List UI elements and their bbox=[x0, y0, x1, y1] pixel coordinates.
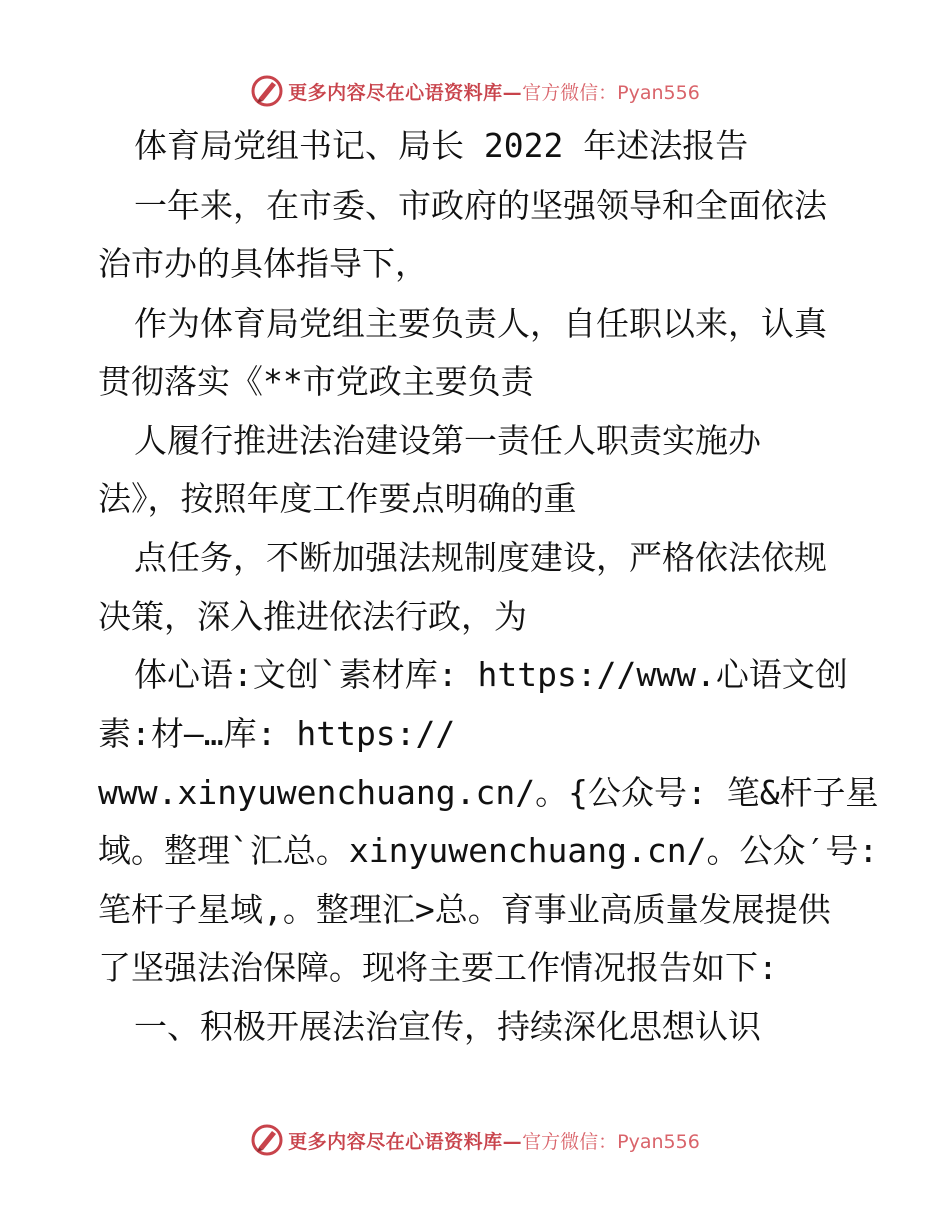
brush-logo-icon bbox=[250, 74, 284, 108]
header-banner-wechat: 官方微信：Pyan556 bbox=[522, 81, 700, 104]
paragraph-line: 了坚强法治保障。现将主要工作情况报告如下: bbox=[98, 948, 778, 987]
footer-banner bbox=[0, 1120, 950, 1160]
paragraph-line: 一年来，在市委、市政府的坚强领导和全面依法 bbox=[134, 186, 827, 225]
header-banner-text: 更多内容尽在心语资料库— bbox=[288, 81, 523, 104]
section-heading: 一、积极开展法治宣传，持续深化思想认识 bbox=[134, 1007, 761, 1046]
paragraph-line: 体心语:文创`素材库: https://www.心语文创 bbox=[134, 655, 848, 694]
footer-banner-wechat: 官方微信：Pyan556 bbox=[522, 1130, 700, 1153]
paragraph-line: 治市办的具体指导下， bbox=[98, 244, 428, 283]
paragraph-line: 域。整理`汇总。xinyuwenchuang.cn/。公众′号: bbox=[98, 831, 879, 870]
paragraph-line: www.xinyuwenchuang.cn/。{公众号: 笔&杆子星 bbox=[98, 773, 879, 812]
paragraph-line: 决策，深入推进依法行政，为 bbox=[98, 597, 527, 636]
paragraph-line: 作为体育局党组主要负责人，自任职以来，认真 bbox=[134, 304, 827, 343]
paragraph-line: 点任务，不断加强法规制度建设，严格依法依规 bbox=[134, 538, 827, 577]
paragraph-line: 贯彻落实《**市党政主要负责 bbox=[98, 362, 534, 401]
footer-banner-text: 更多内容尽在心语资料库— bbox=[288, 1130, 523, 1153]
document-title: 体育局党组书记、局长 2022 年述法报告 bbox=[134, 126, 749, 165]
header-banner bbox=[0, 71, 950, 111]
paragraph-line: 素:材—…库: https:// bbox=[98, 714, 456, 753]
paragraph-line: 法》，按照年度工作要点明确的重 bbox=[98, 479, 577, 518]
brush-logo-icon bbox=[250, 1123, 284, 1157]
paragraph-line: 人履行推进法治建设第一责任人职责实施办 bbox=[134, 421, 761, 460]
paragraph-line: 笔杆子星域,。整理汇>总。育事业高质量发展提供 bbox=[98, 890, 831, 929]
